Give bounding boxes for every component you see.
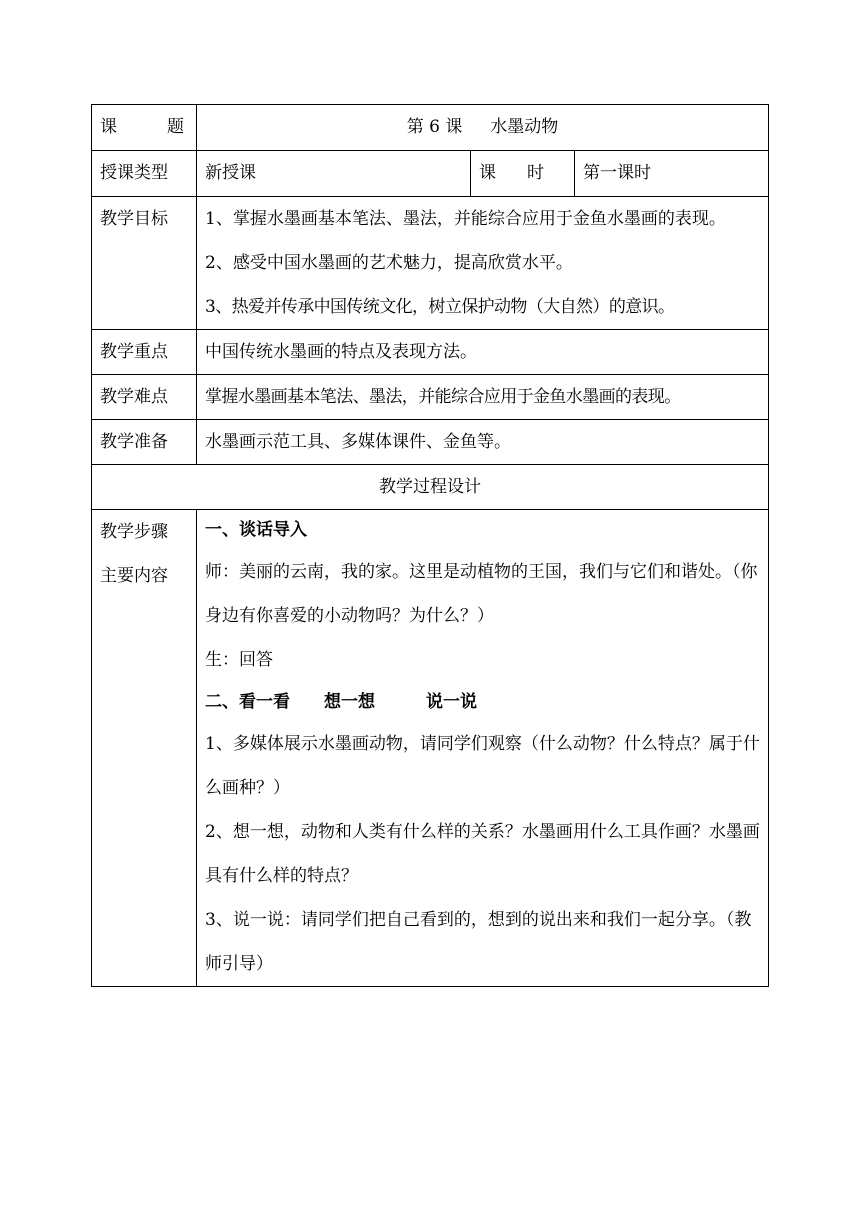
- key-value: 中国传统水墨画的特点及表现方法。: [197, 330, 769, 375]
- prep-label: 教学准备: [92, 420, 197, 465]
- row-title: [92, 105, 769, 151]
- goals-label: 教学目标: [92, 197, 197, 330]
- steps-label-cell: [92, 510, 197, 987]
- row-key-point: [92, 330, 769, 375]
- row-type: [92, 151, 769, 197]
- section-2-heading: 二、看一看 想一想 说一说: [205, 692, 477, 712]
- section-2-line-3: 3、说一说：请同学们把自己看到的，想到的说出来和我们一起分享。（教师引导）: [205, 910, 752, 974]
- difficulty-label: 教学难点: [92, 375, 197, 420]
- section-2-line-1: 1、多媒体展示水墨画动物，请同学们观察（什么动物？什么特点？属于什么画种？）: [205, 734, 760, 798]
- goals-cell: [197, 197, 769, 330]
- steps-label-2: 主要内容: [100, 566, 168, 586]
- title-label-left: 课: [100, 117, 117, 137]
- title-label-cell: [92, 105, 197, 151]
- prep-value: 水墨画示范工具、多媒体课件、金鱼等。: [197, 420, 769, 465]
- hours-label-left: 课: [479, 163, 496, 183]
- row-process: [92, 510, 769, 987]
- goal-item-2: 2、感受中国水墨画的艺术魅力，提高欣赏水平。: [205, 253, 573, 273]
- key-label: 教学重点: [92, 330, 197, 375]
- title-label-right: 题: [167, 117, 184, 137]
- goal-item-1: 1、掌握水墨画基本笔法、墨法，并能综合应用于金鱼水墨画的表现。: [205, 209, 726, 229]
- row-difficulty: [92, 375, 769, 420]
- type-label: 授课类型: [92, 151, 197, 197]
- goal-item-3: 3、热爱并传承中国传统文化，树立保护动物（大自然）的意识。: [205, 297, 675, 317]
- hours-label-right: 时: [527, 163, 544, 183]
- difficulty-value: 掌握水墨画基本笔法、墨法，并能综合应用于金鱼水墨画的表现。: [197, 375, 769, 420]
- hours-label-cell: [471, 151, 575, 197]
- lesson-plan-table: [91, 104, 769, 987]
- section-2-line-2: 2、想一想，动物和人类有什么样的关系？水墨画用什么工具作画？水墨画具有什么样的特点？: [205, 822, 760, 886]
- process-title: 教学过程设计: [92, 465, 769, 510]
- row-preparation: [92, 420, 769, 465]
- steps-label-1: 教学步骤: [100, 522, 168, 542]
- hours-value: 第一课时: [575, 151, 769, 197]
- section-1-line-2: 生：回答: [205, 650, 273, 670]
- type-value: 新授课: [197, 151, 471, 197]
- section-1-line-1: 师：美丽的云南，我的家。这里是动植物的王国，我们与它们和谐处。（你身边有你喜爱的小动物吗？为什么？）: [205, 562, 758, 626]
- section-1-heading: 一、谈话导入: [205, 520, 307, 540]
- row-goals: [92, 197, 769, 330]
- lesson-title: 第 6 课 水墨动物: [197, 105, 769, 151]
- row-process-title: [92, 465, 769, 510]
- process-content: [197, 510, 769, 987]
